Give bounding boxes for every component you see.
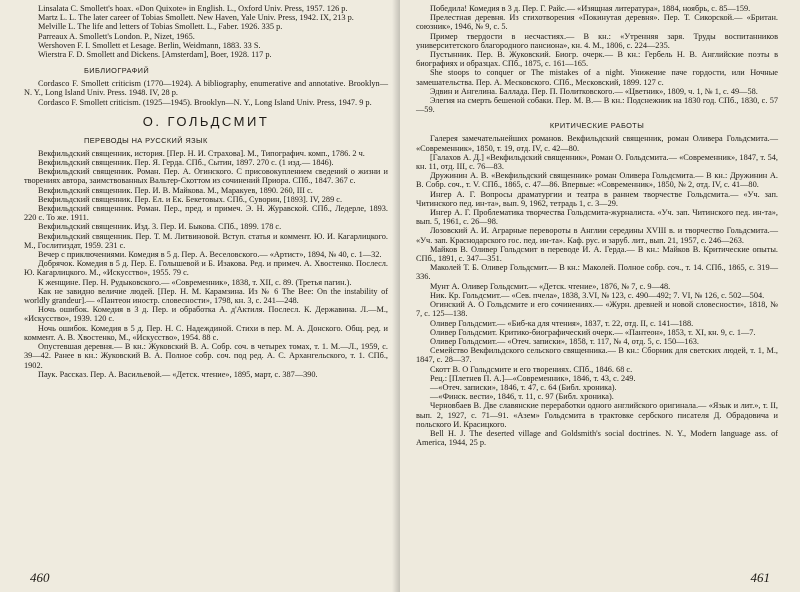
bibliography-entry: Ингер А. Г. Проблематика творчества Гольдсмита-журналиста. «Уч. зап. Читинского пед. ин-та», вып. 5, 1961, с. 26—98. [416,208,778,227]
bibliography-entry: Пустынник. Пер. В. Жуковский. Биогр. очерк.— В кн.: Гербель Н. В. Английские поэты в биографиях и образцах. СПб., 1875, с. 161—165. [416,50,778,69]
bibliography-entry: Паук. Рассказ. Пер. А. Васильевой.— «Детск. чтение», 1895, март, с. 387—390. [38,369,318,379]
bibliography-entries [24,79,388,107]
bibliography-heading: БИБЛИОГРАФИЙ [84,66,150,76]
bibliography-entry: Огинский А. О Гольдсмите и его сочинениях.— «Журн. древней и новой словесности», 1818, № 7, с. 125—138. [416,300,778,319]
bibliography-entry: Лозовский А. И. Аграрные перевороты в Англии середины XVIII в. и творчество Гольдсмита.— «Уч. зап. Краснодарского гос. пед. ин-та». Каф. рус. и заруб. лит., вып. 21, 1957, с. 246—263. [416,226,778,245]
right-page [400,0,800,592]
critical-heading: КРИТИЧЕСКИЕ РАБОТЫ [549,121,645,131]
bibliography-entry: Векфильдский священник, история. [Пер. Н. И. Страхова]. М., Типографич. комп., 1786. 2 ч. [38,148,365,158]
bibliography-entry: —«Отеч. записки», 1846, т. 47, с. 64 (Библ. хроника). [430,382,617,392]
bibliography-entry: Оливер Гольдсмит.— «Отеч. записки», 1858, т. 117, № 4, отд. 5, с. 150—163. [430,336,699,346]
bibliography-entry: Martz L. L. The later career of Tobias Smollett. New Haven, Yale Univ. Press, 1942. IX, 213 p. [38,13,354,23]
bibliography-entry: [Галахов А. Д.] «Векфильдский священник», Роман О. Гольдсмита.— «Современник», 1847, т. 54, кн. 11, отд. III, с. 76—83. [416,152,778,172]
bibliography-entry: Вечер с приключениями. Комедия в 5 д. Пер. А. Веселовского.— «Артист», 1894, № 40, с. 1—32. [38,250,382,260]
right-page-number: 461 [750,570,770,585]
right-top-entries [416,4,778,114]
bibliography-entry: Cordasco F. Smollett criticism (1770—1924). A bibliography, enumerative and annotative. Brooklyn—N. Y., Long Island Univ. Press. 1948. IV, 28 p. [24,79,388,98]
bibliography-entry: Элегия на смерть бешеной собаки. Пер. М. В.— В кн.: Подснежник на 1830 год. СПб., 1830, с. 57—59. [416,96,778,115]
bibliography-entry: Как не завидно величие людей. [Пер. Н. М. Карамзина. Из № 6 The Bee: On the instability of worldly grandeur].— «Пантеон иностр. словесности», 1798, кн. 3, с. 241—248. [24,286,388,306]
bibliography-entry: Ночь ошибок. Комедия в 5 д. Пер. Н. С. Надеждиной. Стихи в пер. М. А. Донского. Общ. ред. и коммент. А. В. Хвостенко, М., «Искусство», 1954. 88 с. [24,323,388,342]
bibliography-entry: Wershoven F. I. Smollett et Lesage. Berlin, Weidmann, 1883. 33 S. [38,40,261,50]
bibliography-entry: Векфильдский священник. Пер. Т. М. Литвиновой. Вступ. статья и коммент. Ю. И. Кагарлицкого. М., Гослитиздат, 1959. 231 с. [24,231,388,250]
bibliography-entry: Опустевшая деревня.— В кн.: Жуковский В. А. Собр. соч. в четырех томах, т. 1. М.—Л., 1959, с. 39—42. Ранее в кн.: Жуковский В. А. Полное собр. соч. под ред. А. С. Архангельского, т. 1. СПб., 1902. [24,342,388,370]
bibliography-entry: Маколей Т. Б. Оливер Гольдсмит.— В кн.: Маколей. Полное собр. соч., т. 14. СПб., 1865, с. 319—336. [416,263,778,282]
bibliography-entry: She stoops to conquer or The mistakes of a night. Унижение паче гордости, или Ночные замешательства. Пер. А. Месковского. СПб., Месковский, 1899. 127 с. [416,68,778,87]
bibliography-entry: Векфильдский священник. Пер. И. В. Майкова. М., Маракуев, 1890. 260, III с. [38,185,313,195]
translation-entries [24,149,388,379]
bibliography-entry: Linsalata C. Smollett's hoax. «Don Quixote» in English. L., Oxford Univ. Press, 1957. 126 p. [38,4,348,13]
bibliography-entry: Семейство Векфильдского сельского священника.— В кн.: Сборник для светских людей, т. 1, М., 1847, с. 28—37. [416,346,778,365]
bibliography-entry: Векфильдский священник. Пер. Ел. и Ек. Бекетовых. СПб., Суворин, [1893]. IV, 289 с. [38,194,343,204]
bibliography-entry: Melville L. The life and letters of Tobias Smollett. L., Faber. 1926. 335 p. [38,22,283,32]
bibliography-entry: Оливер Гольдсмит.— «Биб-ка для чтения», 1837, т. 22, отд. II, с. 141—188. [430,318,694,328]
bibliography-entry: Дружинин А. В. «Векфильдский священник» роман Оливера Гольдсмита.— В кн.: Дружинин А. В. Собр. соч., т. V. СПб., 1865, с. 47—86. Впервые: «Современник», 1850, № 2, отд. IV, с. 41—80. [416,171,778,190]
bibliography-entry: Bell H. J. The deserted village and Goldsmith's social doctrines. N. Y., Modern language ass. of America, 1944, 25 p. [416,428,778,448]
author-heading: О. ГОЛЬДСМИТ [142,113,270,129]
critical-entries [416,134,778,447]
bibliography-entry: Прелестная деревня. Из стихотворения «Покинутая деревня». Пер. Т. Сикорской.— «Британ. союзник», 1946, № 9, с. 5. [416,13,778,32]
bibliography-entry: Пример твердости в несчастиях.— В кн.: «Утренняя заря. Труды воспитанников университетского благородного пансиона», кн. 4. М., 1806, с. 224—235. [416,31,778,50]
bibliography-entry: Галерея замечательнейших романов. Векфильдский священник, роман Оливера Гольдсмита.— «Современник», 1850, т. 19, отд. IV, с. 42—80. [416,134,778,153]
bibliography-entry: —«Финск. вести», 1846, т. 11, с. 97 (Библ. хроника). [430,392,614,402]
bibliography-entry: Векфильдский священник. Роман. Пер., пред. и примеч. Э. Н. Журавской. СПб., Ледерле, 1893. 220 с. То же. 1911. [24,204,388,223]
bibliography-entry: Майков В. Оливер Гольдсмит в переводе И. А. Герда.— В кн.: Майков В. Критические опыты. СПб., 1891, с. 347—351. [416,244,778,264]
left-page-number: 460 [30,570,50,585]
bibliography-entry: Рец.: [Плетнев П. А.]—«Современник», 1846, т. 43, с. 249. [430,373,636,383]
bibliography-entry: Ингер А. Г. Вопросы драматургии и театра в раннем творчестве Гольдсмита.— «Уч. зап. Читинского пед. ин-та», вып. 9, 1962, тетрадь 1, с. 3—29. [416,189,778,208]
bibliography-entry: Векфильдский священник. Роман. Пер. А. Огинского. С присовокуплением сведений о жизни и творениях автора, заимствованных Вальтер-Скоттом из сочинений Приора. СПб., 1847. 367 с. [24,167,388,186]
bibliography-entry: Cordasco F. Smollett criticism. (1925—1945). Brooklyn—N. Y., Long Island Univ. Press, 1947. 9 p. [38,97,372,107]
translations-heading: ПЕРЕВОДЫ НА РУССКИЙ ЯЗЫК [84,135,208,145]
left-top-entries [24,4,388,59]
bibliography-entry: Добрячок. Комедия в 5 д. Пер. Е. Голышевой и Б. Изакова. Ред. и примеч. А. Хвостенко. Послесл. Ю. Кагарлицкого. М., «Искусство», 1955. 79 с. [24,259,388,278]
bibliography-entry: Векфильдский священник. Изд. 3. Пер. И. Быкова. СПб., 1899. 178 с. [38,222,282,232]
bibliography-entry: К женщине. Пер. Н. Рудыковского.— «Современник», 1838, т. XII, с. 89. (Третья пагин.). [38,277,352,287]
bibliography-entry: Эдвин и Ангелина. Баллада. Пер. П. Политковского.— «Цветник», 1809, ч. 1, № 1, с. 49—58. [430,86,758,96]
bibliography-entry: Векфильдский священник. Пер. Я. Герда. СПб., Сытин, 1897. 270 с. (1 изд.— 1846). [38,158,334,168]
bibliography-entry: Parreaux A. Smollett's London. P., Nizet, 1965. [38,31,195,41]
bibliography-entry: Скотт В. О Гольдсмите и его творениях. СПб., 1846. 68 с. [430,364,633,374]
bibliography-entry: Оливер Гольдсмит. Критико-биографический очерк.— «Пантеон», 1853, т. XI, кн. 9, с. 1—7. [430,327,756,337]
bibliography-entry: Ночь ошибок. Комедия в 3 д. Пер. и обработка А. д'Актиля. Послесл. К. Державина. Л.—М., «Искусство», 1939. 120 с. [24,305,388,324]
bibliography-entry: Ник. Кр. Гольдсмит.— «Сев. пчела», 1838, 3.VI, № 123, с. 490—492; 7. VI, № 126, с. 502—504. [430,290,765,300]
bibliography-entry: Победила! Комедия в 3 д. Пер. Г. Райс.— «Изящная литература», 1884, ноябрь, с. 85—159. [430,4,751,13]
bibliography-entry: Черновбаев В. Две славянские переработки одного английского оригинала.— «Язык и лит.», т. II, вып. 2, 1927, с. 71—91. «Азем» Гольдсмита в трактовке сербского писателя Д. Обрадовича и польского И. Красицкого. [416,401,778,429]
bibliography-entry: Мунт А. Оливер Гольдсмит.— «Детск. чтение», 1876, № 7, с. 9—48. [430,281,671,291]
bibliography-entry: Wierstra F. D. Smollett and Dickens. [Amsterdam], Boer, 1928. 117 p. [38,50,272,60]
